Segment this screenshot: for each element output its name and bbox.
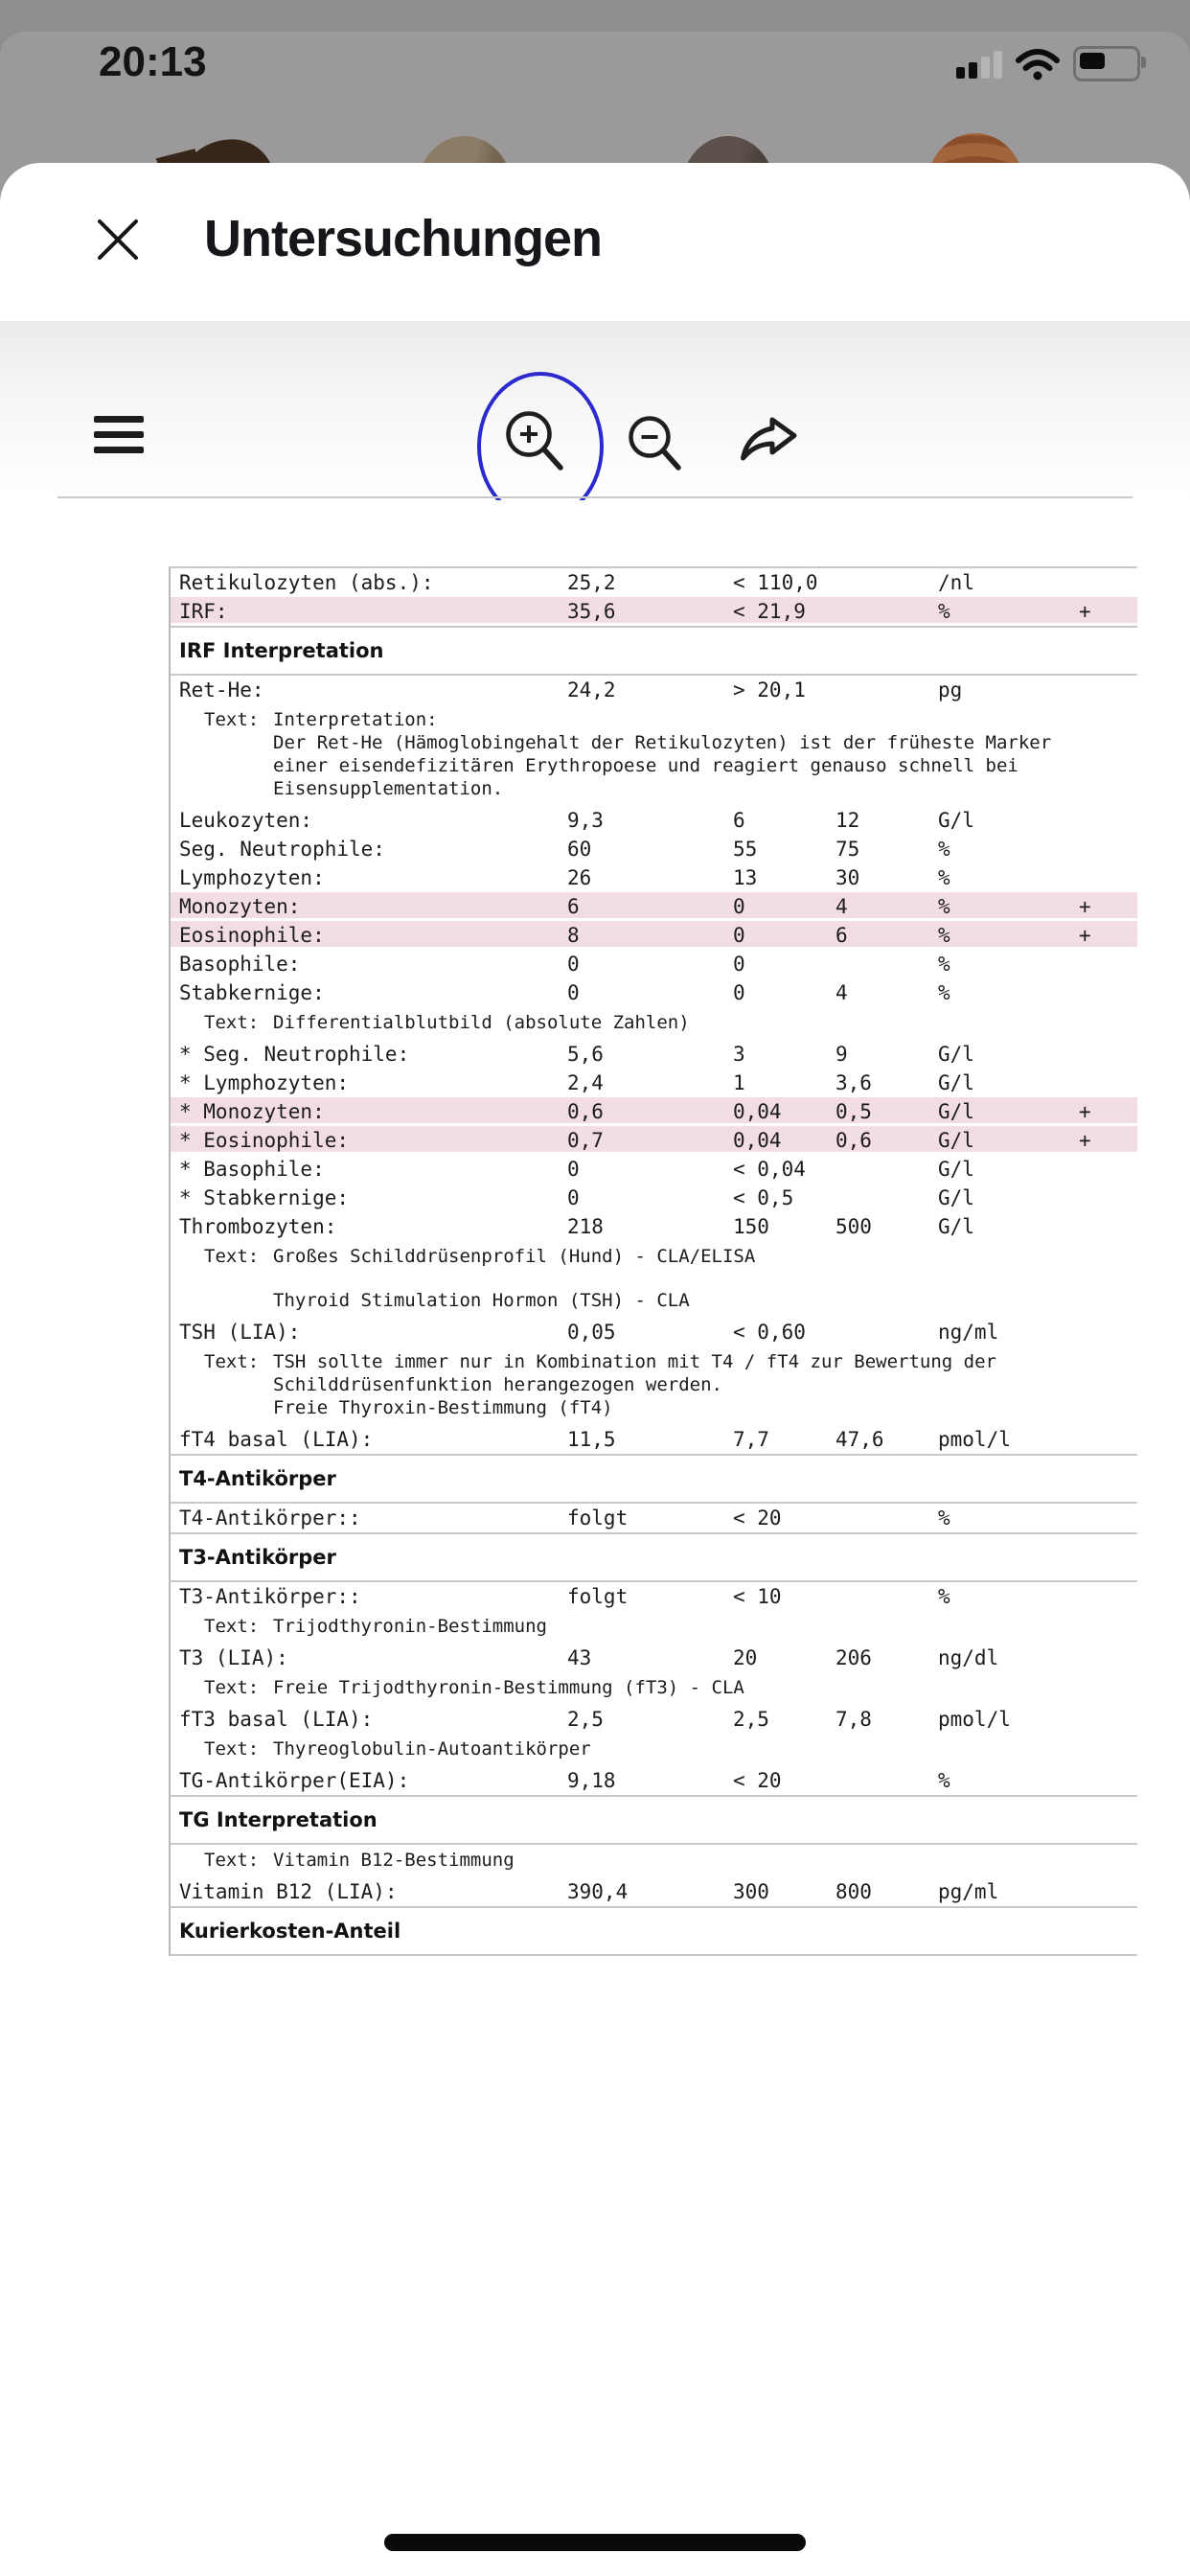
- cell-value: 24,2: [567, 678, 616, 702]
- text-line: Thyreoglobulin-Autoantikörper: [273, 1738, 591, 1760]
- cell-unit: %: [938, 1769, 950, 1792]
- cell-parameter: Basophile:: [179, 953, 301, 976]
- cell-parameter: Eosinophile:: [179, 924, 325, 947]
- cell-ref-high: 9: [835, 1043, 848, 1066]
- text-row-label: Text:: [204, 1677, 260, 1698]
- table-row: [171, 806, 1137, 835]
- table-row: [171, 676, 1137, 704]
- cell-ref-low: < 0,5: [733, 1186, 794, 1209]
- cell-flag: +: [1079, 1100, 1091, 1123]
- text-row-lines: [273, 1849, 1137, 1872]
- cell-unit: %: [938, 600, 950, 623]
- cell-parameter: * Basophile:: [179, 1158, 325, 1181]
- report-table: [169, 566, 1137, 1956]
- cell-ref-low: 150: [733, 1215, 769, 1238]
- toolbar-divider: [57, 496, 1133, 498]
- text-row-lines: [273, 1289, 1137, 1312]
- table-row: [171, 597, 1137, 626]
- cell-ref-high: 4: [835, 895, 848, 918]
- cell-unit: G/l: [938, 1043, 974, 1066]
- zoom-in-button[interactable]: [499, 404, 576, 481]
- cell-parameter: Ret-He:: [179, 678, 264, 702]
- section-header: T4-Antikörper: [171, 1454, 1137, 1504]
- table-row: [171, 1877, 1137, 1906]
- table-row: [171, 1504, 1137, 1532]
- cell-value: folgt: [567, 1506, 629, 1530]
- text-row: [171, 1007, 1137, 1040]
- cell-parameter: Thrombozyten:: [179, 1215, 337, 1238]
- cell-value: 0,7: [567, 1129, 604, 1152]
- section-header: T3-Antikörper: [171, 1532, 1137, 1582]
- cell-ref-low: 0: [733, 895, 745, 918]
- table-row: [171, 978, 1137, 1007]
- cell-flag: +: [1079, 895, 1091, 918]
- cell-unit: pmol/l: [938, 1708, 1011, 1731]
- cell-unit: G/l: [938, 809, 974, 832]
- cell-unit: G/l: [938, 1071, 974, 1094]
- cell-ref-low: 13: [733, 866, 758, 889]
- cell-ref-high: 47,6: [835, 1428, 884, 1451]
- cell-unit: pg: [938, 678, 963, 702]
- cell-ref-high: 12: [835, 809, 860, 832]
- status-bar-time: 20:13: [99, 38, 207, 85]
- menu-button[interactable]: [92, 414, 146, 455]
- zoom-in-icon: [499, 404, 576, 481]
- cell-value: 26: [567, 866, 592, 889]
- table-row: [171, 1155, 1137, 1184]
- text-row-label: Text:: [204, 1246, 260, 1267]
- cell-value: 60: [567, 838, 592, 861]
- cell-value: 9,18: [567, 1769, 616, 1792]
- table-row: [171, 1644, 1137, 1672]
- table-row: [171, 863, 1137, 892]
- text-line: TSH sollte immer nur in Kombination mit T4 / fT4 zur Bewertung der: [273, 1351, 996, 1372]
- table-row: [171, 1766, 1137, 1795]
- sheet-content: [0, 163, 1190, 2576]
- text-row: [171, 1241, 1137, 1274]
- cell-parameter: Monozyten:: [179, 895, 301, 918]
- table-row: [171, 568, 1137, 597]
- wifi-icon: [1016, 48, 1060, 80]
- text-line: einer eisendefizitären Erythropoese und reagiert genauso schnell bei: [273, 755, 1018, 776]
- cell-parameter: TSH (LIA):: [179, 1321, 301, 1344]
- cell-ref-high: 0,5: [835, 1100, 872, 1123]
- table-row: [171, 835, 1137, 863]
- cell-unit: G/l: [938, 1215, 974, 1238]
- table-row: [171, 1212, 1137, 1241]
- table-row: [171, 1705, 1137, 1734]
- table-row: [171, 1097, 1137, 1126]
- text-row: [171, 1285, 1137, 1318]
- table-row: [171, 1069, 1137, 1097]
- cell-ref-low: 3: [733, 1043, 745, 1066]
- section-header: TG Interpretation: [171, 1795, 1137, 1845]
- text-line: Großes Schilddrüsenprofil (Hund) - CLA/ELISA: [273, 1246, 756, 1267]
- cell-ref-high: 6: [835, 924, 848, 947]
- text-row: [171, 704, 1137, 806]
- text-line: Interpretation:: [273, 709, 438, 730]
- cell-value: 0,6: [567, 1100, 604, 1123]
- cell-parameter: * Monozyten:: [179, 1100, 325, 1123]
- cell-value: folgt: [567, 1585, 629, 1608]
- cell-unit: G/l: [938, 1129, 974, 1152]
- cell-ref-low: 0: [733, 981, 745, 1004]
- cell-value: 218: [567, 1215, 604, 1238]
- cell-value: 2,5: [567, 1708, 604, 1731]
- table-row: [171, 921, 1137, 950]
- section-header: IRF Interpretation: [171, 626, 1137, 676]
- cell-unit: %: [938, 1506, 950, 1530]
- cell-unit: ng/ml: [938, 1321, 999, 1344]
- cell-ref-low: 55: [733, 838, 758, 861]
- cell-ref-high: 800: [835, 1880, 872, 1903]
- text-row: [171, 1672, 1137, 1705]
- text-row-label: Text:: [204, 1616, 260, 1637]
- cell-flag: +: [1079, 600, 1091, 623]
- text-line: Eisensupplementation.: [273, 778, 504, 799]
- cell-unit: %: [938, 838, 950, 861]
- cell-unit: pmol/l: [938, 1428, 1011, 1451]
- share-forward-arrow-icon: [738, 412, 801, 464]
- section-header: Kurierkosten-Anteil: [171, 1906, 1137, 1956]
- text-row-label: Text:: [204, 1351, 260, 1372]
- cell-value: 2,4: [567, 1071, 604, 1094]
- text-line: Trijodthyronin-Bestimmung: [273, 1616, 547, 1637]
- cell-unit: %: [938, 866, 950, 889]
- zoom-out-button[interactable]: [623, 410, 692, 479]
- zoom-out-icon: [623, 410, 692, 479]
- text-row-label: Text:: [204, 709, 260, 730]
- cell-ref-high: 3,6: [835, 1071, 872, 1094]
- text-row: [171, 1845, 1137, 1877]
- cell-ref-low: 0: [733, 924, 745, 947]
- cell-parameter: Retikulozyten (abs.):: [179, 571, 434, 594]
- cell-parameter: T3-Antikörper::: [179, 1585, 361, 1608]
- cell-parameter: * Seg. Neutrophile:: [179, 1043, 410, 1066]
- toolbar-background: [0, 321, 1190, 499]
- battery-icon: [1073, 46, 1140, 81]
- cell-parameter: * Lymphozyten:: [179, 1071, 350, 1094]
- cell-ref-high: 0,6: [835, 1129, 872, 1152]
- table-row: [171, 1184, 1137, 1212]
- cell-ref-low: < 20: [733, 1506, 782, 1530]
- cell-parameter: Seg. Neutrophile:: [179, 838, 385, 861]
- cell-ref-low: < 20: [733, 1769, 782, 1792]
- cell-ref-high: 30: [835, 866, 860, 889]
- cell-value: 11,5: [567, 1428, 616, 1451]
- text-line: Freie Trijodthyronin-Bestimmung (fT3) - CLA: [273, 1677, 744, 1698]
- cell-ref-low: < 21,9: [733, 600, 806, 623]
- text-row-lines: [273, 1245, 1137, 1268]
- text-row: [171, 1346, 1137, 1425]
- text-line: Vitamin B12-Bestimmung: [273, 1850, 515, 1871]
- cell-value: 0: [567, 1186, 580, 1209]
- cell-parameter: T4-Antikörper::: [179, 1506, 361, 1530]
- cell-flag: +: [1079, 1129, 1091, 1152]
- text-row-lines: [273, 1676, 1137, 1699]
- text-row: [171, 1734, 1137, 1766]
- cell-ref-low: 0,04: [733, 1129, 782, 1152]
- cell-parameter: * Stabkernige:: [179, 1186, 350, 1209]
- text-row: [171, 1611, 1137, 1644]
- cell-ref-high: 7,8: [835, 1708, 872, 1731]
- cell-ref-low: > 20,1: [733, 678, 806, 702]
- cellular-signal-icon: [956, 50, 1002, 79]
- cell-value: 8: [567, 924, 580, 947]
- cell-ref-high: 4: [835, 981, 848, 1004]
- cell-value: 0: [567, 953, 580, 976]
- cell-ref-high: 75: [835, 838, 860, 861]
- cell-ref-low: < 10: [733, 1585, 782, 1608]
- table-row: [171, 1126, 1137, 1155]
- text-line: Schilddrüsenfunktion herangezogen werden.: [273, 1374, 722, 1395]
- cell-ref-high: 500: [835, 1215, 872, 1238]
- cell-ref-low: 20: [733, 1646, 758, 1669]
- hamburger-menu-icon: [94, 416, 144, 453]
- cell-ref-low: < 110,0: [733, 571, 818, 594]
- cell-ref-low: 6: [733, 809, 745, 832]
- cell-parameter: IRF:: [179, 600, 228, 623]
- cell-parameter: TG-Antikörper(EIA):: [179, 1769, 410, 1792]
- cell-value: 0: [567, 981, 580, 1004]
- table-row: [171, 1582, 1137, 1611]
- text-row-label: Text:: [204, 1850, 260, 1871]
- cell-unit: %: [938, 1585, 950, 1608]
- table-row: [171, 892, 1137, 921]
- cell-unit: G/l: [938, 1158, 974, 1181]
- cell-ref-low: < 0,60: [733, 1321, 806, 1344]
- cell-ref-low: < 0,04: [733, 1158, 806, 1181]
- cell-ref-low: 1: [733, 1071, 745, 1094]
- cell-value: 43: [567, 1646, 592, 1669]
- cell-unit: %: [938, 981, 950, 1004]
- text-line: Der Ret-He (Hämoglobingehalt der Retikulozyten) ist der früheste Marker: [273, 732, 1052, 753]
- cell-parameter: * Eosinophile:: [179, 1129, 350, 1152]
- cell-parameter: Stabkernige:: [179, 981, 325, 1004]
- cell-unit: %: [938, 895, 950, 918]
- cell-ref-low: 0: [733, 953, 745, 976]
- text-row-lines: [273, 1011, 1137, 1034]
- text-line: Differentialblutbild (absolute Zahlen): [273, 1012, 690, 1033]
- sheet-title: Untersuchungen: [204, 210, 603, 267]
- text-row-label: Text:: [204, 1012, 260, 1033]
- table-row: [171, 1040, 1137, 1069]
- cell-unit: /nl: [938, 571, 974, 594]
- cell-parameter: fT3 basal (LIA):: [179, 1708, 374, 1731]
- cell-value: 25,2: [567, 571, 616, 594]
- cell-parameter: Leukozyten:: [179, 809, 313, 832]
- share-button[interactable]: [738, 412, 801, 464]
- text-row-lines: [273, 1350, 1137, 1419]
- cell-unit: G/l: [938, 1100, 974, 1123]
- cell-unit: G/l: [938, 1186, 974, 1209]
- text-row-lines: [273, 708, 1137, 800]
- cell-ref-high: 206: [835, 1646, 872, 1669]
- cell-flag: +: [1079, 924, 1091, 947]
- cell-value: 0,05: [567, 1321, 616, 1344]
- cell-value: 0: [567, 1158, 580, 1181]
- cell-value: 6: [567, 895, 580, 918]
- cell-parameter: fT4 basal (LIA):: [179, 1428, 374, 1451]
- cell-ref-low: 7,7: [733, 1428, 769, 1451]
- cell-unit: pg/ml: [938, 1880, 999, 1903]
- cell-ref-low: 300: [733, 1880, 769, 1903]
- cell-parameter: Vitamin B12 (LIA):: [179, 1880, 398, 1903]
- text-row-lines: [273, 1615, 1137, 1638]
- cell-value: 5,6: [567, 1043, 604, 1066]
- status-bar-icons: [956, 46, 1140, 81]
- home-indicator[interactable]: [384, 2534, 806, 2551]
- cell-parameter: T3 (LIA):: [179, 1646, 288, 1669]
- table-row: [171, 1318, 1137, 1346]
- cell-unit: %: [938, 924, 950, 947]
- text-row-label: Text:: [204, 1738, 260, 1760]
- cell-unit: %: [938, 953, 950, 976]
- cell-parameter: Lymphozyten:: [179, 866, 325, 889]
- text-line: Thyroid Stimulation Hormon (TSH) - CLA: [273, 1290, 690, 1311]
- text-row-lines: [273, 1737, 1137, 1760]
- cell-value: 9,3: [567, 809, 604, 832]
- table-row: [171, 1425, 1137, 1454]
- document-viewer[interactable]: [0, 500, 1190, 2513]
- cell-ref-low: 2,5: [733, 1708, 769, 1731]
- cell-unit: ng/dl: [938, 1646, 999, 1669]
- cell-value: 35,6: [567, 600, 616, 623]
- cell-ref-low: 0,04: [733, 1100, 782, 1123]
- text-line: Freie Thyroxin-Bestimmung (fT4): [273, 1397, 613, 1418]
- cell-value: 390,4: [567, 1880, 629, 1903]
- table-row: [171, 950, 1137, 978]
